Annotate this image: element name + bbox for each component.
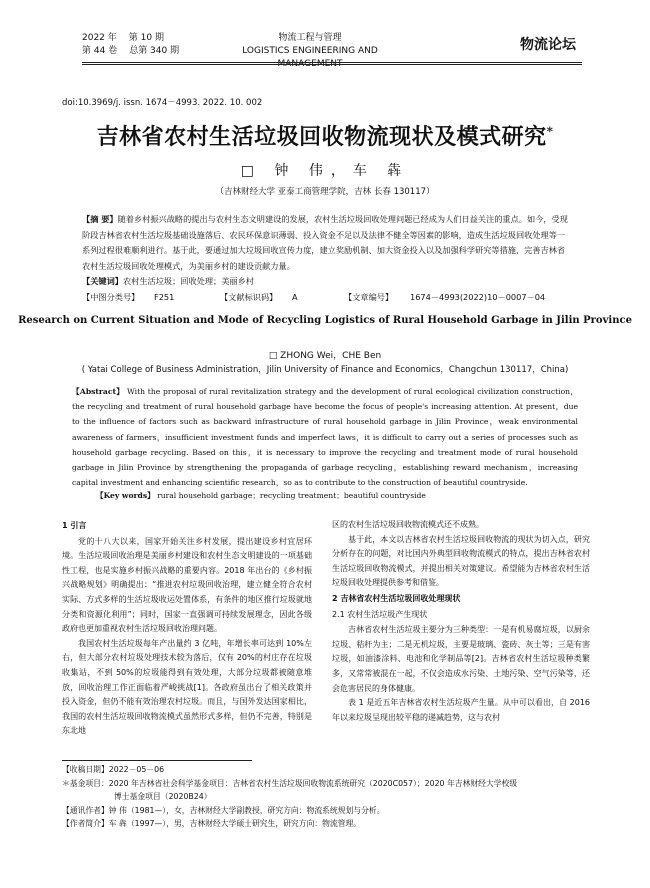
header-rule	[82, 62, 582, 63]
section-label: 物流论坛	[520, 37, 576, 53]
english-affiliation: ( Yatai College of Business Administration，Jilin University of Finance and Economics，Changchun 130117，China)	[81, 365, 569, 375]
journal-name	[210, 32, 410, 71]
received-date: 2022－05－06	[108, 765, 165, 774]
abstract-cn	[82, 212, 572, 290]
english-keywords-text: rural household garbage；recycling treatment；beautiful countryside	[157, 491, 426, 500]
volume-label: 第 44 卷	[82, 46, 118, 56]
paragraph-garbage-types: 吉林省农村生活垃圾主要分为三种类型：一是有机易腐垃圾，以厨余垃圾、秸秆为主；二是无机垃圾，主要是玻璃、瓷砖、灰土等；三是有害垃圾，如油漆涂料、电池和化学制品等[2]。吉林省农村生活垃圾种类繁多，又常常被混在一起，不仅会造成水污染、土地污染、空气污染等，还会危害居民的身体健康。	[332, 625, 590, 693]
footnotes	[62, 763, 592, 831]
english-authors: □ ZHONG Wei，CHE Ben	[268, 351, 382, 361]
keywords-cn-label: 【关键词】	[82, 276, 123, 286]
section-1-paragraph-1: 党的十八大以来，国家开始关注乡村发展，提出建设乡村宜居环境。生活垃圾回收治理是美丽乡村建设和农村生态文明建设的一项基础性工程，也是实施乡村振兴战略的重要内容。2018 年出台的《乡村振兴战略规划》明确提出：“推进农村垃圾回收治理，建立健全符合农村实际、方式多样的生活垃圾收运处置体系，有条件的地区推行垃圾就地分类和资源化利用”；同时，国家一直强调可持续发展理念，因此各级政府也更加重视农村生活垃圾回收治理问题。	[62, 536, 312, 634]
doc-code-label: 【文献标识码】	[220, 292, 278, 302]
clc-code: F251	[154, 292, 175, 302]
title-footnote-mark: *	[546, 124, 554, 139]
journal-name-en: LOGISTICS ENGINEERING AND MANAGEMENT	[242, 46, 378, 69]
author-bio-text: 车 犇（1997—），男，吉林财经大学硕士研究生，研究方向：物流管理。	[108, 819, 362, 828]
journal-name-cn: 物流工程与管理	[278, 33, 342, 43]
corresponding-label: 【通讯作者】	[62, 805, 109, 815]
english-keywords	[96, 490, 426, 501]
english-abstract-label: 【Abstract】	[72, 387, 125, 396]
english-title: Research on Current Situation and Mode of Recycling Logistics of Rural Household Garbage in Jilin Province	[18, 315, 632, 326]
header-rule-thin	[82, 64, 582, 65]
english-abstract-text: With the proposal of rural revitalization strategy and the development of rural ecological civilization construction，the recycling and treatment of rural household garbage have become the focus of people's increasing attention. At present，due to the influence of factors such as backward infrastructure of rural household garbage in Jilin Province，weak environmental awareness of farmers，insufficient investment funds and imperfect laws，it is difficult to carry out a series of processes such as household garbage recycling. Based on this，it is necessary to improve the recycling and treatment mode of rural household garbage in Jilin Province by strengthening the propaganda of garbage recycling，establishing reward mechanism，increasing capital investment and enhancing scientific research，so as to contribute to the construction of beautiful countryside.	[72, 387, 578, 488]
paper-title	[0, 120, 650, 151]
section-2-heading: 2 吉林省农村生活垃圾回收处理现状	[332, 593, 461, 603]
section-2-1-heading: 2.1 农村生活垃圾产生现状	[332, 609, 428, 619]
keywords-cn: 农村生活垃圾；回收处理；美丽乡村	[122, 276, 254, 286]
author-bio-label: 【作者简介】	[62, 819, 109, 828]
english-abstract	[72, 384, 578, 490]
footnote-rule	[62, 760, 252, 761]
fund-label: ＊基金项目：	[62, 778, 109, 788]
received-label: 【收稿日期】	[62, 765, 109, 774]
fund-text-continued: 博士基金项目（2020B24）	[114, 792, 212, 801]
english-keywords-label: 【Key words】	[96, 491, 155, 500]
article-no-label: 【文章编号】	[344, 292, 394, 302]
paragraph-table-ref: 表 1 是近五年吉林省农村生活垃圾产生量。从中可以看出，自 2016 年以来垃圾呈现出较平稳的递减趋势，这与农村	[332, 698, 590, 722]
total-issue-label: 总第 340 期	[129, 46, 180, 56]
abstract-cn-text: 随着乡村振兴战略的提出与农村生态文明建设的发展，农村生活垃圾回收处理问题已经成为人们日益关注的重点。如今，受现阶段吉林省农村生活垃圾基础设施落后、农民环保意识薄弱、投入资金不足以及法律不健全等因素的影响，造成生活垃圾回收处理等一系列过程很难顺利进行。基于此，要通过加大垃圾回收宣传力度，建立奖励机制、加大资金投入以及加强科学研究等措施，完善吉林省农村生活垃圾回收处理模式，为美丽乡村的建设贡献力量。	[82, 214, 568, 271]
doi: doi:10.3969/j. issn. 1674－4993. 2022. 10. 002	[62, 98, 263, 108]
article-no: 1674－4993(2022)10－0007－04	[410, 292, 546, 302]
paragraph-continued: 区的农村生活垃圾回收物流模式还不成熟。	[332, 520, 484, 529]
section-1-paragraph-2: 我国农村生活垃圾每年产出量约 3 亿吨，年增长率可达到 10%左右，但大部分农村垃圾处理技术较为落后，仅有 20%的村庄存在垃圾收集站，不到 50%的垃圾能得到有效处理，大部分垃圾都被随意堆放，回收治理工作正面临着严峻挑战[1]。各政府虽出台了相关政策并投入资金，但仍不能有效治理农村垃圾。而且，与国外发达国家相比，我国的农村生活垃圾回收物流模式虽然形式多样，但仍不完善，特别是东北地	[62, 638, 312, 736]
paper-title-text: 吉林省农村生活垃圾回收物流现状及模式研究	[96, 124, 547, 150]
header-issue-info	[82, 32, 191, 58]
abstract-cn-label: 【摘 要】	[82, 214, 118, 224]
paragraph-approach: 基于此，本文以吉林省农村生活垃圾回收物流的现状为切入点，研究分析存在的问题，对比国内外典型回收物流模式的特点，提出吉林省农村生活垃圾回收物流模式，并提出相关对策建议。希望能为吉林省农村生活垃圾回收处理提供参考和借鉴。	[332, 534, 590, 588]
body-column-right	[332, 518, 590, 725]
corresponding-text: 钟 伟（1981—），女，吉林财经大学副教授，研究方向：物流系统规划与分析。	[108, 805, 385, 815]
body-column-left	[62, 518, 312, 739]
fund-text: 2020 年吉林省社会科学基金项目：吉林省农村生活垃圾回收物流系统研究（2020C057）；2020 年吉林财经大学校级	[108, 778, 518, 788]
clc-label: 【中图分类号】	[82, 292, 140, 302]
authors: □ 钟 伟，车 犇	[240, 163, 410, 179]
year-label: 2022 年	[82, 33, 117, 43]
issue-label: 第 10 期	[128, 33, 164, 43]
affiliation: （吉林财经大学 亚泰工商管理学院，吉林 长春 130117）	[215, 187, 435, 197]
doc-code: A	[292, 292, 298, 302]
section-1-heading: 1 引言	[62, 521, 87, 530]
